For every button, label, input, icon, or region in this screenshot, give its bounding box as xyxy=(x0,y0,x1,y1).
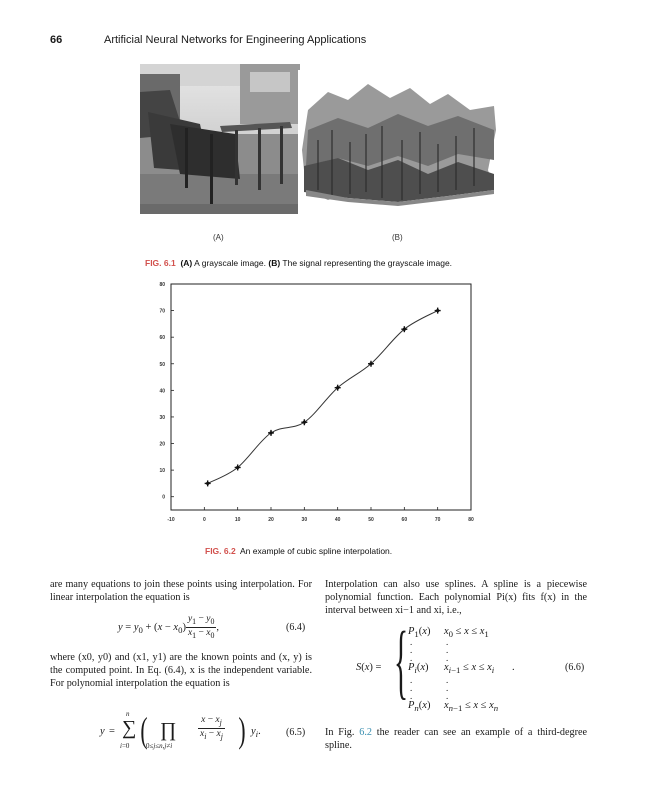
knot-point xyxy=(369,362,372,365)
figure-6-2-caption xyxy=(205,546,392,556)
left-paragraph-1: are many equations to join these points using interpolation. For linear interpolation the equation is xyxy=(50,579,312,603)
knot-point xyxy=(236,466,239,469)
y-tick-label: 50 xyxy=(159,361,165,368)
figure-6-2-link[interactable]: 6.2 xyxy=(359,727,372,738)
knot-point xyxy=(403,328,406,331)
caption-a-text: A grayscale image. xyxy=(194,258,266,268)
caption-b-text: The signal representing the grayscale image. xyxy=(282,258,453,268)
x-tick-label: 80 xyxy=(468,517,474,523)
knot-point xyxy=(269,431,272,434)
caption-a-marker: (A) xyxy=(180,258,193,268)
knot-point xyxy=(303,421,306,424)
signal-surface-plot xyxy=(298,70,498,220)
y-tick-label: 80 xyxy=(159,282,165,288)
grayscale-photo xyxy=(140,64,300,214)
left-paragraph-2: where (x0, y0) and (x1, y1) are the known points and (x, y) is the computed point. In Eq. (6.4), x is the independent variable. For polynomial interpolation the equation is xyxy=(50,652,312,689)
running-title: Artificial Neural Networks for Engineering Applications xyxy=(104,34,367,46)
right-paragraph-2 xyxy=(325,726,587,752)
y-tick-label: 40 xyxy=(159,388,165,395)
figure-6-1-caption xyxy=(145,258,452,268)
x-tick-label: 40 xyxy=(334,517,341,523)
y-tick-label: 30 xyxy=(159,414,165,421)
y-tick-label: 0 xyxy=(162,494,165,501)
page-number: 66 xyxy=(50,34,63,46)
cubic-spline-chart xyxy=(145,278,485,530)
figure-6-2-number: FIG. 6.2 xyxy=(205,546,236,556)
right-paragraph-1: Interpolation can also use splines. A spline is a piecewise polynomial function. Each polynomial Pi(x) fits f(x) in the interval between xi−1 and xi, i.e., xyxy=(325,579,587,616)
equation-6-4-number: (6.4) xyxy=(286,622,306,633)
y-tick-label: 70 xyxy=(159,308,165,315)
spline-curve xyxy=(208,311,438,484)
right-paragraph-2-post: the reader can see an example of a third-degree spline. xyxy=(325,727,588,751)
y-tick-label: 60 xyxy=(159,335,165,342)
equation-6-5: y = n ∑ i=0 ( ∏ 0≤j≤n,j≠i $\frac{x - x_j}{x_i - x_j}$ ) $y_i$. xyxy=(100,710,261,750)
knot-point xyxy=(336,386,339,389)
caption-b-marker: (B) xyxy=(268,258,281,268)
x-tick-label: 30 xyxy=(301,517,308,523)
figure-6-1-number: FIG. 6.1 xyxy=(145,258,176,268)
x-tick-label: 50 xyxy=(368,517,374,523)
figure-6-2-text: An example of cubic spline interpolation. xyxy=(239,546,393,556)
panel-b-label: (B) xyxy=(392,233,403,242)
panel-a-label: (A) xyxy=(213,233,224,242)
equation-6-5-number: (6.5) xyxy=(286,727,306,738)
knot-point xyxy=(436,309,439,312)
knot-point xyxy=(206,482,209,485)
x-tick-label: -10 xyxy=(167,517,175,523)
x-tick-label: 0 xyxy=(202,517,206,523)
equation-6-4: $y = y_0 + (x - x_0)$ $\frac{y_1 - y_0}{x_1 - x_0}$ , xyxy=(118,614,220,640)
x-tick-label: 70 xyxy=(434,517,441,523)
x-tick-label: 20 xyxy=(268,517,274,523)
y-tick-label: 10 xyxy=(159,468,165,475)
y-tick-label: 20 xyxy=(159,441,165,448)
x-tick-label: 10 xyxy=(234,517,241,523)
x-tick-label: 60 xyxy=(401,517,408,523)
right-paragraph-2-pre: In Fig. xyxy=(325,727,355,738)
equation-6-6: S(x) = { $P_1(x)$ $x_0 \le x \le x_1$ . . . . . . $P_i(x)$ $x_{i-1} \le x \le x_i$ . . . . . . . $P_n(x)$ $x_{n-1} \le x \le x_n$ xyxy=(356,615,515,714)
equation-6-6-number: (6.6) xyxy=(565,662,585,673)
plot-frame xyxy=(171,284,471,510)
